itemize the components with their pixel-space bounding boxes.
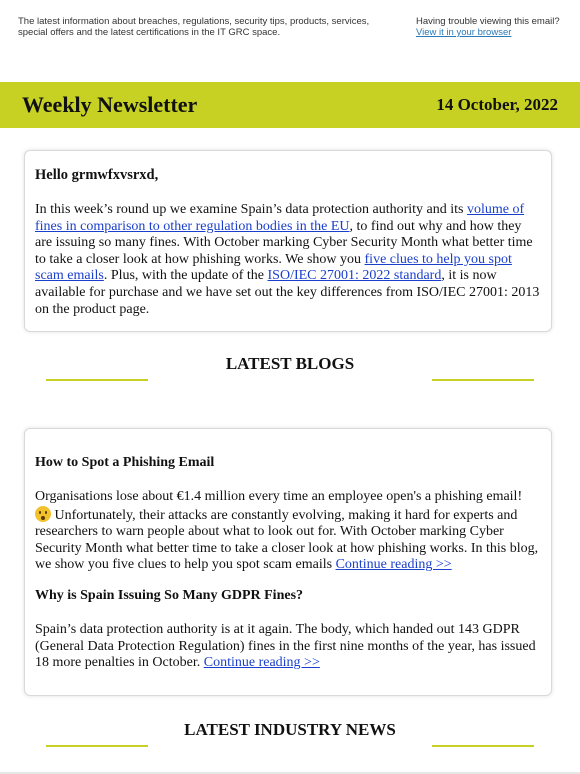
blog-title-gdpr: Why is Spain Issuing So Many GDPR Fines? [35,587,304,603]
newsletter-banner [0,82,580,128]
newsletter-title: Weekly Newsletter [22,92,198,117]
latest-industry-news-heading: LATEST INDUSTRY NEWS [184,720,396,739]
blog-title-phishing: How to Spot a Phishing Email [35,455,215,470]
gdpr-text: Spain’s data protection authority is at it again. The body, which handed out 143 GDPR (General Data Protection Regulation) fines in the first nine months of the year, has issued 18 more penalties in October. [35,621,536,671]
blog-excerpt-phishing [35,489,541,574]
astonished-face-icon [35,506,51,522]
blogs-card [24,428,552,696]
blogs-rule-left [46,379,148,381]
preheader-intro: The latest information about breaches, regulations, security tips, products, services, special offers and the latest certifications in the IT GRC space. [18,16,370,38]
continue-reading-phishing-link[interactable]: Continue reading >> [335,557,452,573]
view-in-browser-link[interactable]: View it in your browser [416,27,512,38]
phishing-text-a: Organisations lose about €1.4 million every time an employee open's a phishing email! [35,489,523,504]
fines-comparison-link[interactable]: volume of fines in comparison to other regulation bodies in the EU [35,202,525,234]
intro-text-4: , it is now available for purchase and we have set out the key differences from ISO/IEC 27001: 2013 on the product page. [35,268,540,317]
trouble-viewing-text: Having trouble viewing this email? [416,16,560,27]
preheader [0,0,580,62]
newsletter-date: 14 October, 2022 [436,95,558,114]
continue-reading-gdpr-link[interactable]: Continue reading >> [203,655,320,671]
news-rule-left [46,745,148,747]
blogs-rule-right [432,379,534,381]
iso-27001-link[interactable]: ISO/IEC 27001: 2022 standard [267,268,442,284]
intro-text-1: In this week’s round up we examine Spain’s data protection authority and its [35,202,467,217]
preheader-view-online [416,16,576,38]
intro-text-2: , to find out why and how they are issuing so many fines. With October marking Cyber Security Month what better time to take a closer look at how phishing works. We show you [35,218,533,267]
scam-email-clues-link[interactable]: five clues to help you spot scam emails [35,251,512,284]
blog-excerpt-gdpr [35,622,541,672]
news-rule-right [432,745,534,747]
latest-blogs-heading: LATEST BLOGS [225,354,355,373]
greeting: Hello grmwfxvsrxd, [35,167,159,183]
phishing-text-b: Unfortunately, their attacks are constantly evolving, making it hard for experts and researchers to warn people about what to look out for. With October marking Cyber Security Month what better time to take a closer look at how phishing works. In this blog, we show you five clues to help you spot scam emails [35,507,539,573]
intro-card [24,150,552,332]
intro-paragraph [35,202,541,318]
intro-text-3: . Plus, with the update of the [103,268,268,284]
